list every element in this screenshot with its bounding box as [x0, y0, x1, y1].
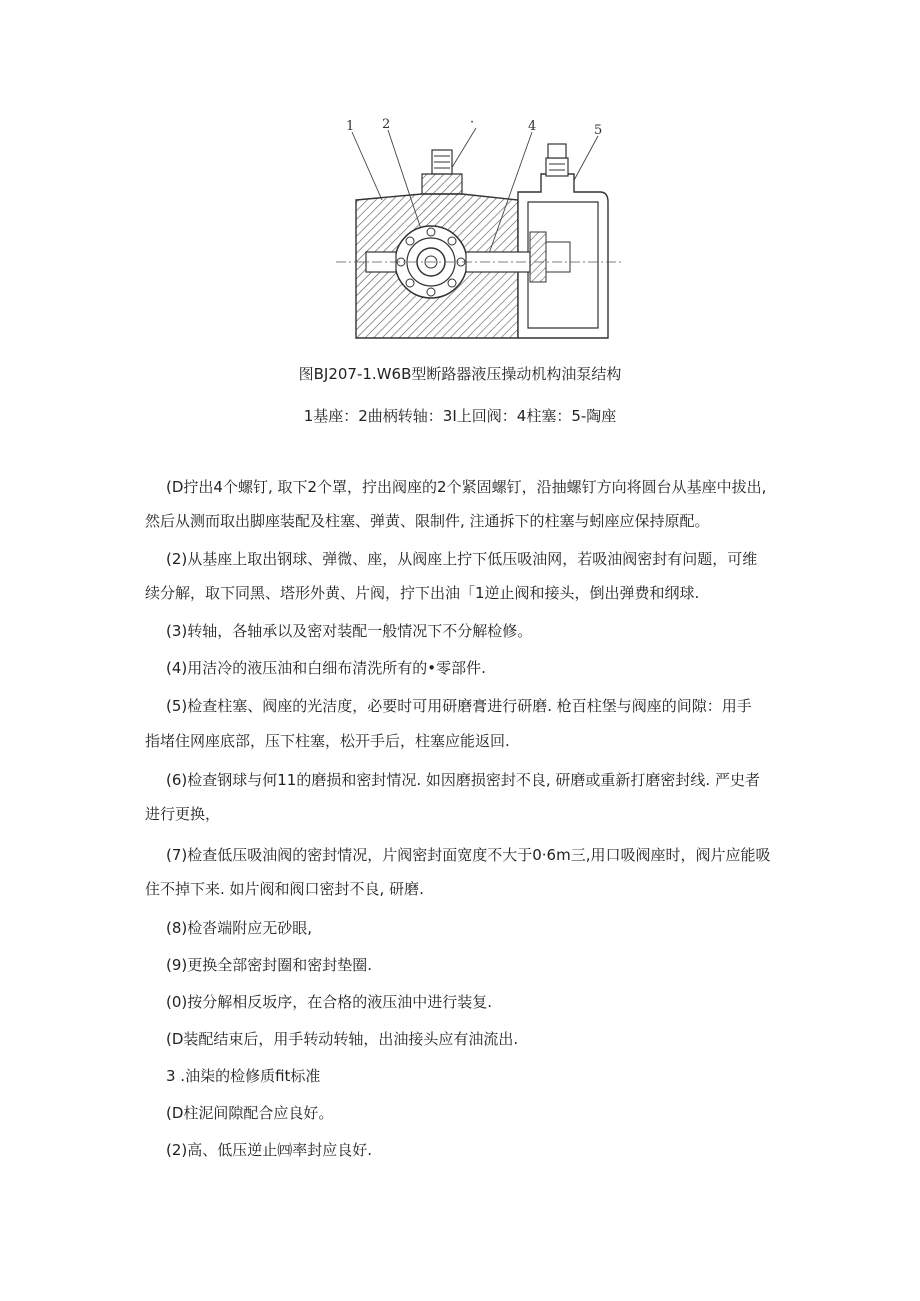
paragraph-11: (D装配结束后，用手转动转轴，出油接头应有油流出. — [166, 1030, 519, 1048]
paragraph-7-line-2: 住不掉下来. 如片阀和阀口密封不良, 研磨. — [145, 880, 424, 898]
paragraph-10: (0)按分解相反坂序，在合格的液压油中进行装复. — [166, 993, 493, 1011]
paragraph-2-line-2: 续分解，取下同黑、塔形外黄、片阀，拧下出油「1逆止阀和接头，倒出弹费和纲球. — [145, 584, 700, 602]
callout-2: 2 — [382, 117, 391, 132]
paragraph-4: (4)用洁冷的液压油和白细布清洗所有的•零部件. — [166, 659, 486, 677]
paragraph-6-line-2: 进行更换， — [145, 805, 221, 823]
callout-5: 5 — [594, 123, 603, 138]
paragraph-5-line-2: 指堵住网座底部，压下柱塞，松开手后，柱塞应能返回. — [145, 732, 510, 750]
paragraph-6-line-1: (6)检查钢球与何11的磨损和密封情况. 如因磨损密封不良, 研磨或重新打磨密封线. 严史者 — [166, 771, 760, 789]
figure-caption-legend: 1基座：2曲柄转轴：3I上回阀：4柱塞：5-陶座 — [303, 407, 617, 425]
paragraph-1-line-2: 然后从测而取出脚座装配及柱塞、弹黄、限制件, 注通拆下的柱塞与蚓座应保持原配。 — [145, 512, 710, 530]
oil-pump-drawing — [336, 112, 622, 350]
paragraph-8: (8)检沓端附应无砂眼, — [166, 919, 313, 937]
paragraph-5-line-1: (5)检查柱塞、阀座的光洁度，必要时可用研磨膏进行研磨. 枪百柱堡与阀座的间隙：用手 — [166, 697, 752, 715]
paragraph-9: (9)更换全部密封圈和密封垫圈. — [166, 956, 373, 974]
callout-4: 4 — [528, 119, 537, 134]
section-heading-3: 3 .油柒的检修质fit标准 — [166, 1067, 321, 1085]
figure-caption-title: 图BJ207-1.W6B型断路器液压操动机构油泵结构 — [298, 365, 622, 383]
paragraph-3: (3)转轴，各轴承以及密对装配一般情况下不分解检修。 — [166, 622, 533, 640]
paragraph-2-line-1: (2)从基座上取出钢球、弹微、座，从阀座上拧下低压吸油网，若吸油阀密封有问题，可维 — [166, 550, 758, 568]
paragraph-7-line-1: (7)检查低压吸油阀的密封情况，片阀密封面宽度不大于0·6m三,用口吸阀座时，阀片应能吸 — [166, 846, 771, 864]
callout-3: · — [470, 115, 475, 130]
standard-item-2: (2)高、低压逆止㈣率封应良好. — [166, 1141, 373, 1159]
standard-item-1: (D柱泥间隙配合应良好。 — [166, 1104, 334, 1122]
callout-1: 1 — [346, 119, 355, 134]
paragraph-1-line-1: (D拧出4个螺钉, 取下2个罩，拧出阀座的2个紧固螺钉，沿抽螺钉方向将圆台从基座中拔出, — [166, 478, 767, 496]
oil-pump-structure-figure — [336, 112, 622, 350]
